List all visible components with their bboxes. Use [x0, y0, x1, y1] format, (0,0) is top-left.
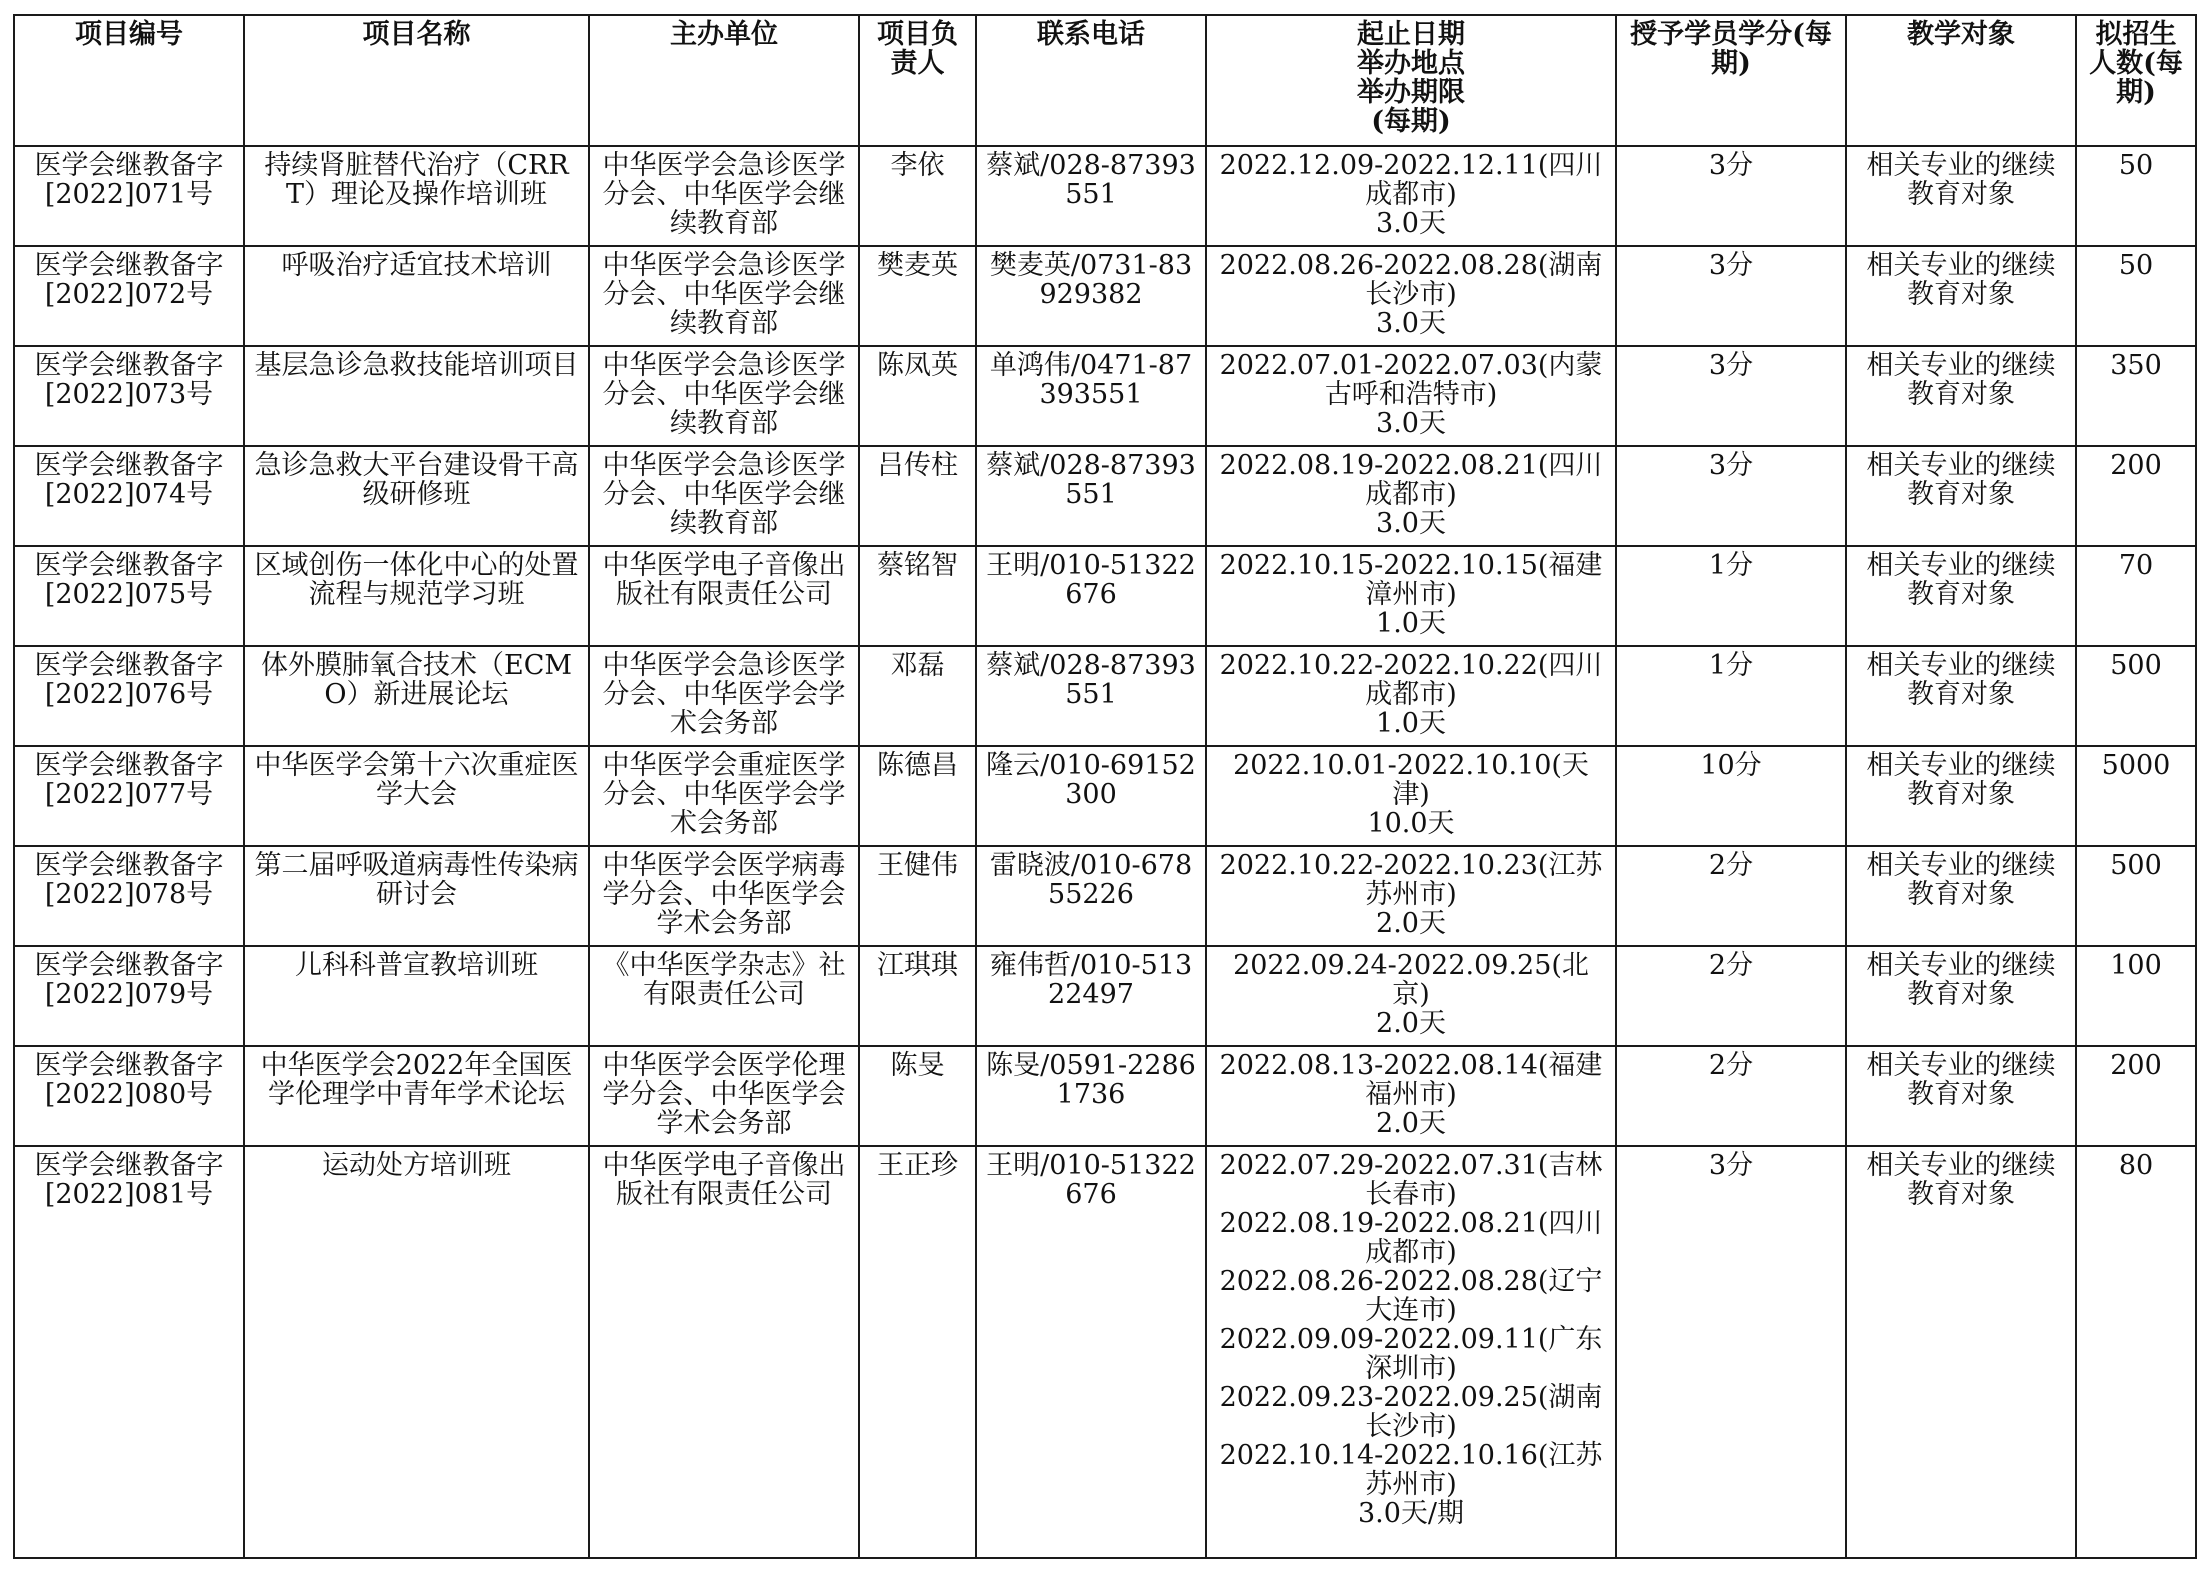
cell-organizer: 中华医学会医学伦理学分会、中华医学会学术会务部 [589, 1046, 859, 1146]
schedule-line: 1.0天 [1376, 608, 1446, 639]
cell-leader: 王健伟 [859, 846, 976, 946]
header-project-name: 项目名称 [244, 15, 589, 146]
schedule-line: 2022.08.26-2022.08.28(辽宁大连市) [1219, 1266, 1603, 1326]
header-project-id: 项目编号 [14, 15, 244, 146]
cell-project-name: 基层急诊急救技能培训项目 [244, 346, 589, 446]
cell-audience: 相关专业的继续教育对象 [1846, 946, 2076, 1046]
cell-credit: 3分 [1616, 146, 1846, 246]
cell-credit: 2分 [1616, 1046, 1846, 1146]
schedule-line: 2022.10.22-2022.10.23(江苏苏州市) [1219, 850, 1603, 910]
cell-credit: 2分 [1616, 946, 1846, 1046]
cell-schedule [1206, 546, 1616, 646]
header-row [14, 15, 2196, 146]
header-credit: 授予学员学分(每期) [1616, 15, 1846, 146]
cell-project-id: 医学会继教备字[2022]073号 [14, 346, 244, 446]
cell-project-name: 持续肾脏替代治疗（CRRT）理论及操作培训班 [244, 146, 589, 246]
table-row [14, 146, 2196, 246]
schedule-line: 3.0天 [1376, 408, 1446, 439]
cell-enrollment: 80 [2076, 1146, 2196, 1558]
table-row [14, 246, 2196, 346]
schedule-line: 2022.08.19-2022.08.21(四川成都市) [1219, 1208, 1603, 1268]
header-enrollment: 拟招生人数(每期) [2076, 15, 2196, 146]
cell-leader: 江琪琪 [859, 946, 976, 1046]
schedule-line: 3.0天 [1376, 208, 1446, 239]
schedule-line: 2022.09.23-2022.09.25(湖南长沙市) [1219, 1382, 1603, 1442]
cell-organizer: 中华医学会医学病毒学分会、中华医学会学术会务部 [589, 846, 859, 946]
cell-enrollment: 200 [2076, 446, 2196, 546]
header-leader: 项目负责人 [859, 15, 976, 146]
cell-phone: 陈旻/0591-22861736 [976, 1046, 1206, 1146]
cell-phone: 王明/010-51322676 [976, 1146, 1206, 1558]
cell-audience: 相关专业的继续教育对象 [1846, 1146, 2076, 1558]
schedule-line: 2022.07.29-2022.07.31(吉林长春市) [1219, 1150, 1603, 1210]
cell-organizer: 中华医学会急诊医学分会、中华医学会继续教育部 [589, 146, 859, 246]
cell-project-name: 区域创伤一体化中心的处置流程与规范学习班 [244, 546, 589, 646]
cell-schedule [1206, 346, 1616, 446]
cell-project-id: 医学会继教备字[2022]072号 [14, 246, 244, 346]
schedule-line: 2022.08.13-2022.08.14(福建福州市) [1219, 1050, 1603, 1110]
cell-audience: 相关专业的继续教育对象 [1846, 146, 2076, 246]
table-row [14, 346, 2196, 446]
project-table [13, 14, 2197, 1559]
cell-project-id: 医学会继教备字[2022]076号 [14, 646, 244, 746]
cell-project-id: 医学会继教备字[2022]078号 [14, 846, 244, 946]
cell-organizer: 中华医学电子音像出版社有限责任公司 [589, 1146, 859, 1558]
cell-project-id: 医学会继教备字[2022]079号 [14, 946, 244, 1046]
cell-enrollment: 100 [2076, 946, 2196, 1046]
cell-organizer: 中华医学会急诊医学分会、中华医学会继续教育部 [589, 346, 859, 446]
cell-project-id: 医学会继教备字[2022]080号 [14, 1046, 244, 1146]
cell-leader: 邓磊 [859, 646, 976, 746]
cell-credit: 1分 [1616, 646, 1846, 746]
cell-project-id: 医学会继教备字[2022]074号 [14, 446, 244, 546]
table-row [14, 846, 2196, 946]
cell-organizer: 中华医学电子音像出版社有限责任公司 [589, 546, 859, 646]
cell-project-name: 急诊急救大平台建设骨干高级研修班 [244, 446, 589, 546]
cell-project-name: 第二届呼吸道病毒性传染病研讨会 [244, 846, 589, 946]
table-row [14, 546, 2196, 646]
schedule-line: 3.0天/期 [1357, 1498, 1465, 1529]
cell-project-name: 中华医学会第十六次重症医学大会 [244, 746, 589, 846]
table-row [14, 1146, 2196, 1558]
schedule-line: 2.0天 [1376, 908, 1446, 939]
cell-project-name: 中华医学会2022年全国医学伦理学中青年学术论坛 [244, 1046, 589, 1146]
cell-phone: 雷晓波/010-67855226 [976, 846, 1206, 946]
cell-leader: 吕传柱 [859, 446, 976, 546]
cell-schedule [1206, 646, 1616, 746]
cell-organizer: 《中华医学杂志》社有限责任公司 [589, 946, 859, 1046]
cell-project-name: 运动处方培训班 [244, 1146, 589, 1558]
schedule-line: 2022.07.01-2022.07.03(内蒙古呼和浩特市) [1219, 350, 1603, 410]
cell-enrollment: 500 [2076, 846, 2196, 946]
table-row [14, 446, 2196, 546]
header-audience: 教学对象 [1846, 15, 2076, 146]
header-schedule: 起止日期 举办地点 举办期限 (每期) [1206, 15, 1616, 146]
cell-project-name: 体外膜肺氧合技术（ECMO）新进展论坛 [244, 646, 589, 746]
cell-credit: 1分 [1616, 546, 1846, 646]
cell-organizer: 中华医学会急诊医学分会、中华医学会学术会务部 [589, 646, 859, 746]
cell-phone: 蔡斌/028-87393551 [976, 146, 1206, 246]
cell-audience: 相关专业的继续教育对象 [1846, 546, 2076, 646]
cell-enrollment: 200 [2076, 1046, 2196, 1146]
schedule-line: 2022.10.01-2022.10.10(天津) [1233, 750, 1589, 810]
table-row [14, 1046, 2196, 1146]
schedule-line: 1.0天 [1376, 708, 1446, 739]
schedule-line: 2.0天 [1376, 1008, 1446, 1039]
cell-schedule [1206, 446, 1616, 546]
schedule-line: 2022.10.14-2022.10.16(江苏苏州市) [1219, 1440, 1603, 1500]
table-row [14, 646, 2196, 746]
cell-credit: 10分 [1616, 746, 1846, 846]
cell-leader: 蔡铭智 [859, 546, 976, 646]
cell-schedule [1206, 1146, 1616, 1558]
cell-project-id: 医学会继教备字[2022]077号 [14, 746, 244, 846]
cell-organizer: 中华医学会急诊医学分会、中华医学会继续教育部 [589, 446, 859, 546]
header-organizer: 主办单位 [589, 15, 859, 146]
cell-enrollment: 5000 [2076, 746, 2196, 846]
cell-leader: 李依 [859, 146, 976, 246]
cell-schedule [1206, 946, 1616, 1046]
schedule-line: 10.0天 [1367, 808, 1455, 839]
cell-schedule [1206, 246, 1616, 346]
schedule-line: 3.0天 [1376, 508, 1446, 539]
cell-leader: 陈旻 [859, 1046, 976, 1146]
cell-project-id: 医学会继教备字[2022]075号 [14, 546, 244, 646]
cell-leader: 陈凤英 [859, 346, 976, 446]
cell-schedule [1206, 146, 1616, 246]
cell-schedule [1206, 846, 1616, 946]
cell-enrollment: 70 [2076, 546, 2196, 646]
cell-enrollment: 50 [2076, 146, 2196, 246]
cell-project-name: 儿科科普宣教培训班 [244, 946, 589, 1046]
cell-organizer: 中华医学会重症医学分会、中华医学会学术会务部 [589, 746, 859, 846]
cell-enrollment: 350 [2076, 346, 2196, 446]
schedule-line: 2022.10.15-2022.10.15(福建漳州市) [1219, 550, 1603, 610]
cell-project-id: 医学会继教备字[2022]071号 [14, 146, 244, 246]
schedule-line: 3.0天 [1376, 308, 1446, 339]
cell-enrollment: 500 [2076, 646, 2196, 746]
schedule-line: 2022.08.19-2022.08.21(四川成都市) [1219, 450, 1603, 510]
cell-phone: 樊麦英/0731-83929382 [976, 246, 1206, 346]
schedule-line: 2.0天 [1376, 1108, 1446, 1139]
cell-phone: 单鸿伟/0471-87393551 [976, 346, 1206, 446]
cell-phone: 蔡斌/028-87393551 [976, 646, 1206, 746]
schedule-line: 2022.09.09-2022.09.11(广东深圳市) [1219, 1324, 1603, 1384]
cell-enrollment: 50 [2076, 246, 2196, 346]
cell-project-id: 医学会继教备字[2022]081号 [14, 1146, 244, 1558]
cell-phone: 蔡斌/028-87393551 [976, 446, 1206, 546]
cell-audience: 相关专业的继续教育对象 [1846, 1046, 2076, 1146]
cell-audience: 相关专业的继续教育对象 [1846, 346, 2076, 446]
cell-audience: 相关专业的继续教育对象 [1846, 746, 2076, 846]
header-phone: 联系电话 [976, 15, 1206, 146]
cell-credit: 3分 [1616, 446, 1846, 546]
cell-leader: 陈德昌 [859, 746, 976, 846]
cell-credit: 3分 [1616, 246, 1846, 346]
cell-phone: 王明/010-51322676 [976, 546, 1206, 646]
cell-organizer: 中华医学会急诊医学分会、中华医学会继续教育部 [589, 246, 859, 346]
schedule-line: 2022.12.09-2022.12.11(四川成都市) [1219, 150, 1603, 210]
cell-phone: 雍伟哲/010-51322497 [976, 946, 1206, 1046]
cell-schedule [1206, 1046, 1616, 1146]
cell-audience: 相关专业的继续教育对象 [1846, 846, 2076, 946]
cell-credit: 3分 [1616, 1146, 1846, 1558]
table-body [14, 146, 2196, 1558]
cell-credit: 3分 [1616, 346, 1846, 446]
cell-audience: 相关专业的继续教育对象 [1846, 246, 2076, 346]
table-row [14, 946, 2196, 1046]
table-row [14, 746, 2196, 846]
cell-schedule [1206, 746, 1616, 846]
cell-project-name: 呼吸治疗适宜技术培训 [244, 246, 589, 346]
cell-leader: 樊麦英 [859, 246, 976, 346]
cell-leader: 王正珍 [859, 1146, 976, 1558]
schedule-line: 2022.09.24-2022.09.25(北京) [1233, 950, 1589, 1010]
schedule-line: 2022.10.22-2022.10.22(四川成都市) [1219, 650, 1603, 710]
cell-phone: 隆云/010-69152300 [976, 746, 1206, 846]
cell-credit: 2分 [1616, 846, 1846, 946]
schedule-line: 2022.08.26-2022.08.28(湖南长沙市) [1219, 250, 1603, 310]
cell-audience: 相关专业的继续教育对象 [1846, 646, 2076, 746]
cell-audience: 相关专业的继续教育对象 [1846, 446, 2076, 546]
